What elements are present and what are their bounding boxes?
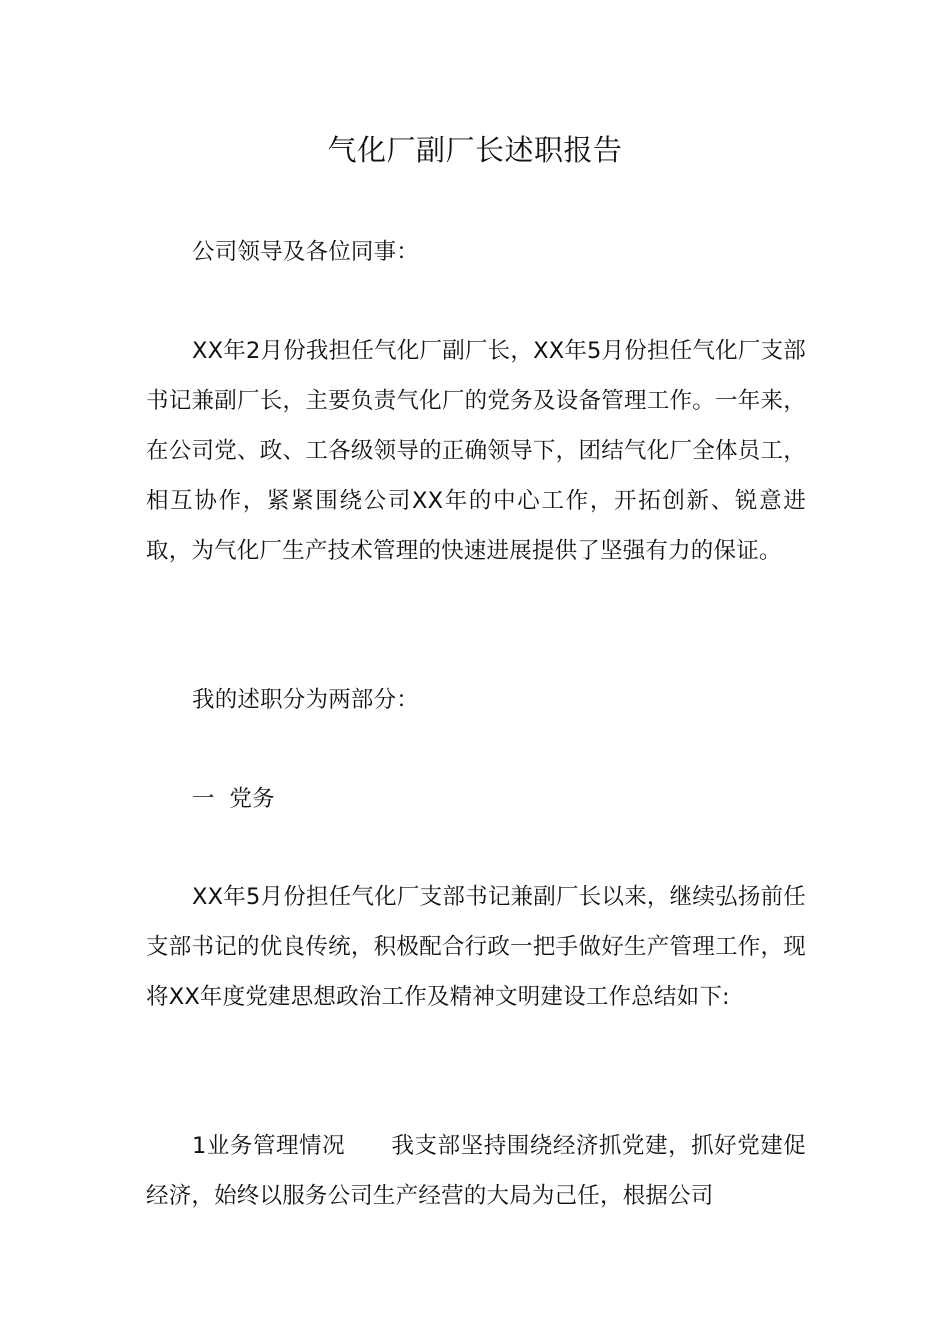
section-one-paragraph: XX年5月份担任气化厂支部书记兼副厂长以来，继续弘扬前任支部书记的优良传统，积极配合行政一把手做好生产管理工作，现将XX年度党建思想政治工作及精神文明建设工作总结如下: (146, 884, 806, 1010)
subsection-heading: 1业务管理情况 (192, 1133, 346, 1159)
subsection-text: 我支部坚持围绕经济抓党建，抓好党建促经济，始终以服务公司生产经营的大局为己任，根据公司 (146, 1133, 807, 1209)
section-one-heading: 一 党务 (192, 786, 275, 812)
intro-paragraph: XX年2月份我担任气化厂副厂长，XX年5月份担任气化厂支部书记兼副厂长，主要负责气化厂的党务及设备管理工作。一年来，在公司党、政、工各级领导的正确领导下，团结气化厂全体员工，相互协作，紧紧围绕公司XX年的中心工作，开拓创新、锐意进取，为气化厂生产技术管理的快速进展提供了坚强有力的保证。 (146, 338, 806, 564)
outline-intro-paragraph: 我的述职分为两部分： (192, 687, 420, 713)
document-title: 气化厂副厂长述职报告 (327, 133, 623, 167)
salutation-paragraph: 公司领导及各位同事： (192, 239, 420, 265)
subsection-paragraph (146, 1121, 806, 1221)
